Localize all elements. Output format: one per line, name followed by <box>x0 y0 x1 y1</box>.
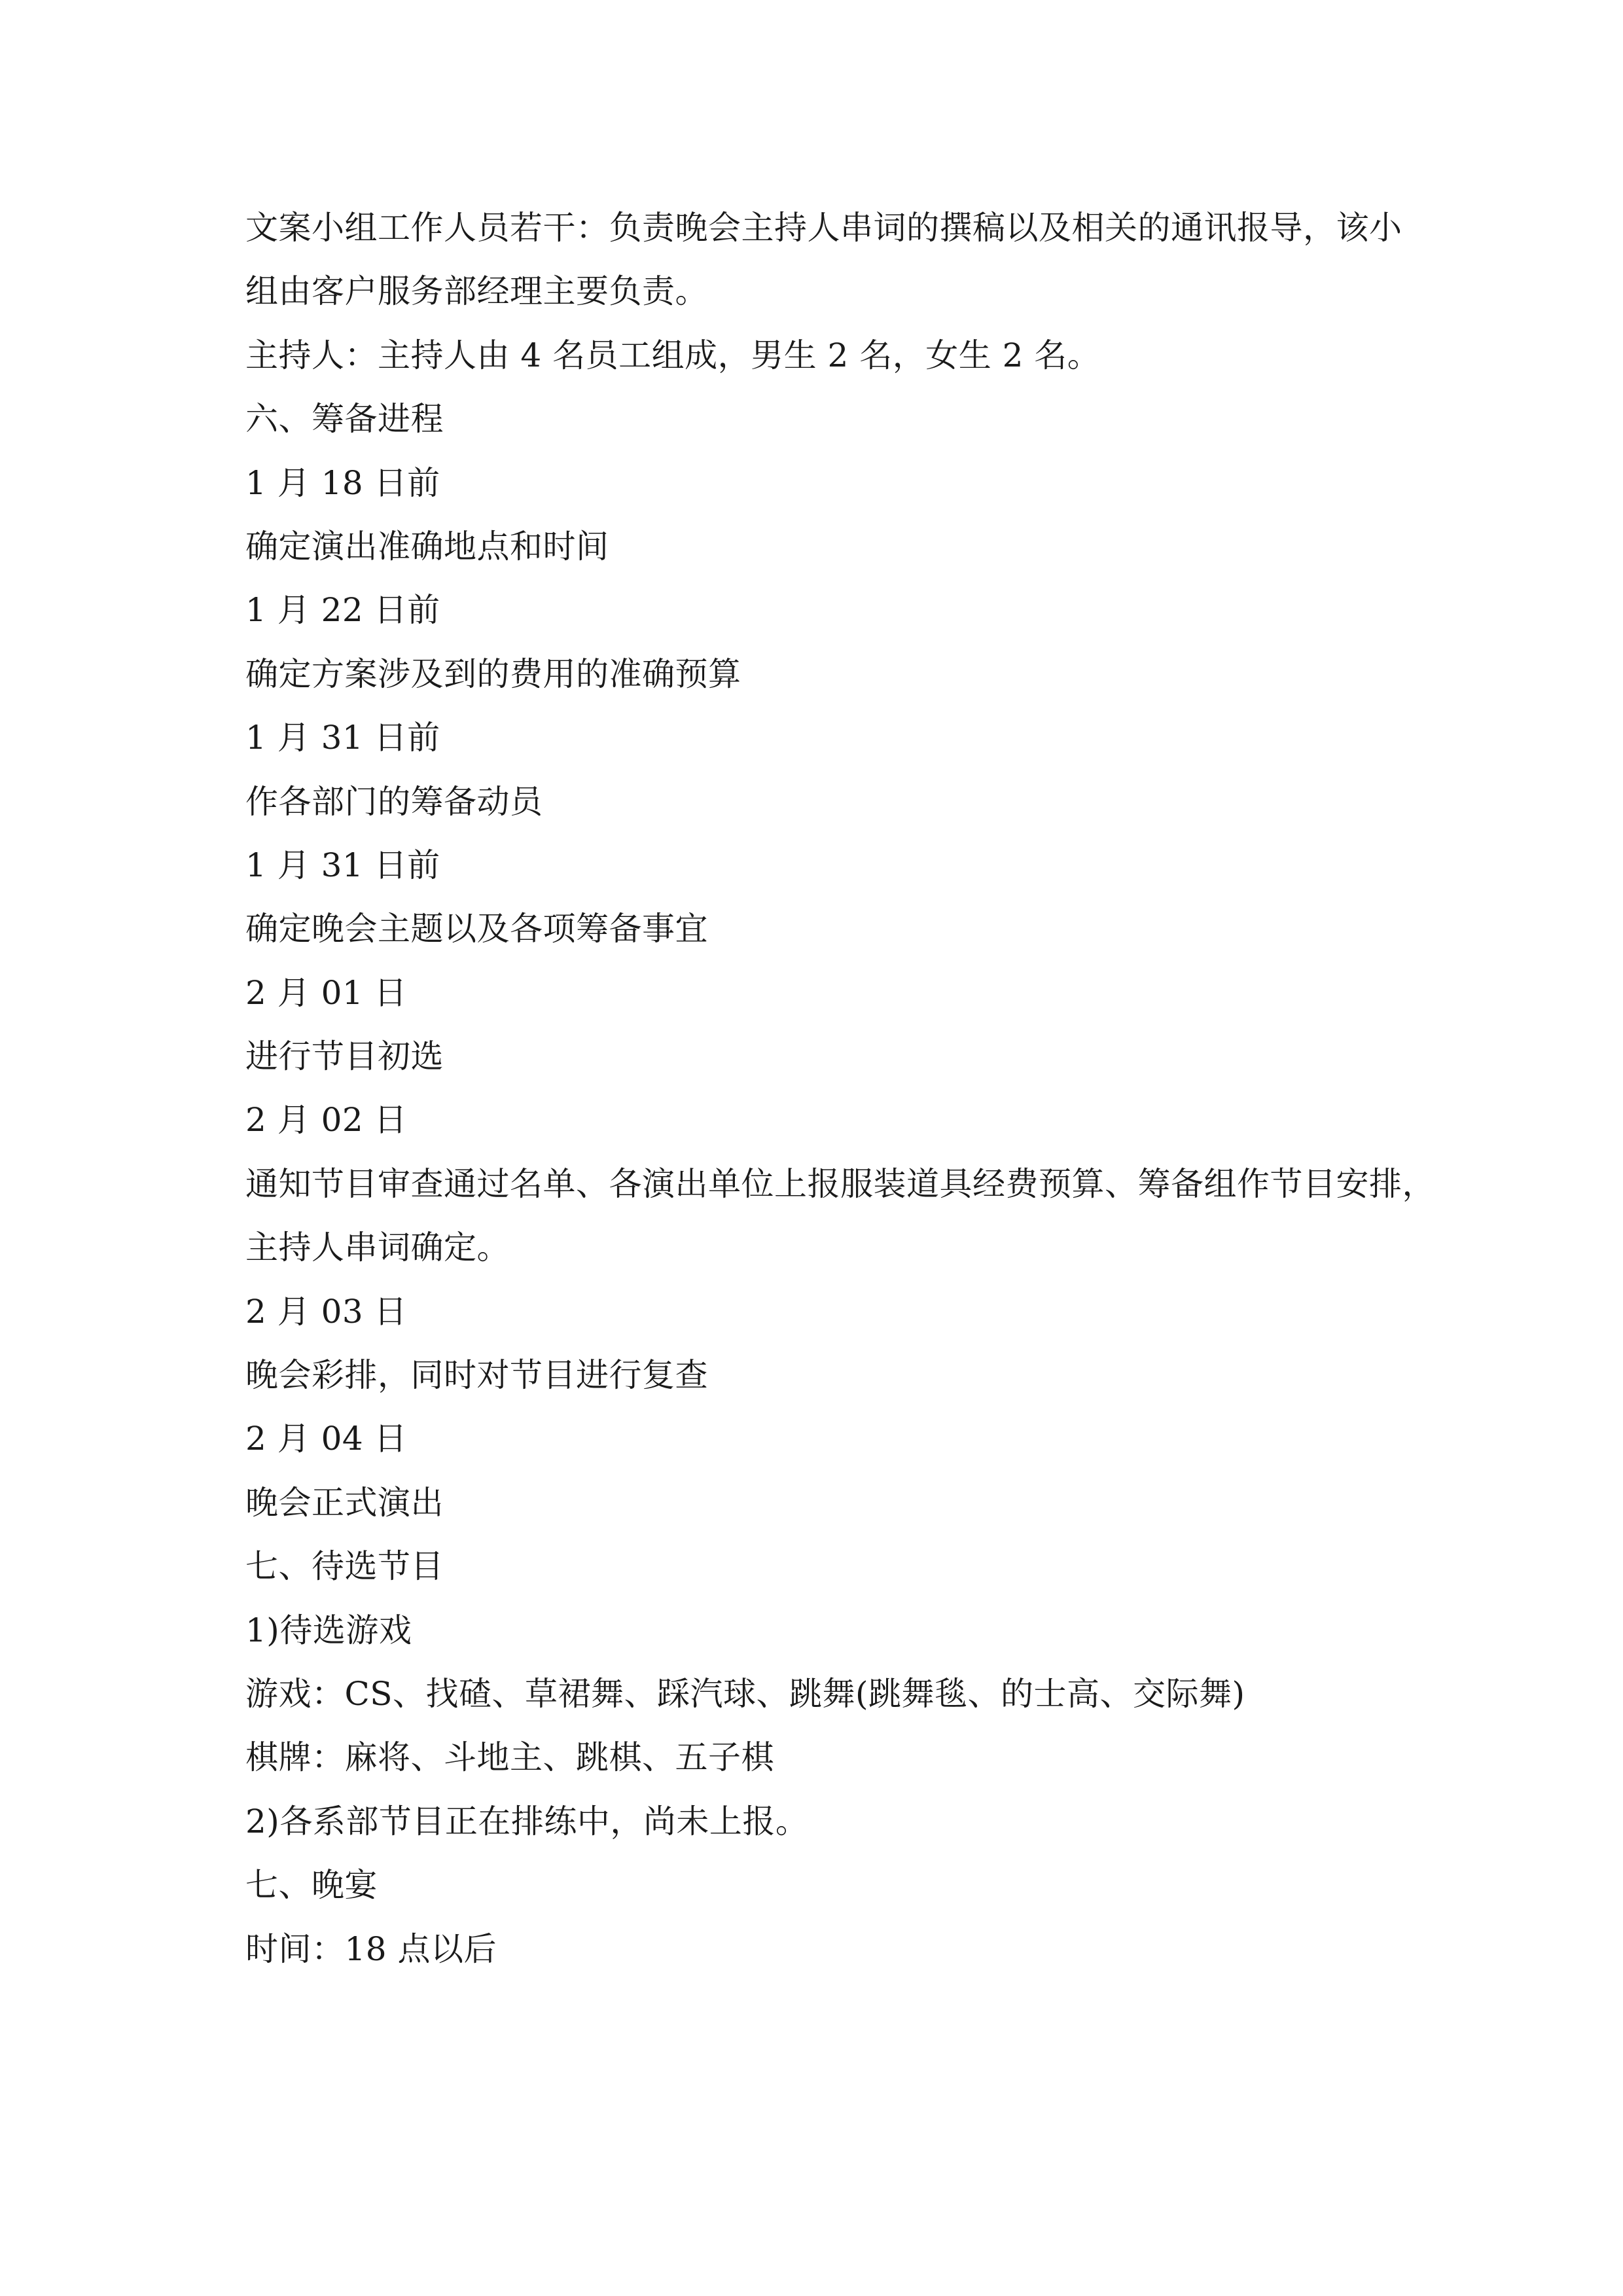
schedule-date: 2 月 03 日 <box>245 1292 408 1331</box>
schedule-task: 晚会正式演出 <box>245 1483 444 1522</box>
schedule-date: 1 月 22 日前 <box>245 591 440 630</box>
section-heading-dinner: 七、晚宴 <box>245 1866 378 1905</box>
list-games: 游戏：CS、找碴、草裙舞、踩汽球、跳舞(跳舞毯、的士高、交际舞) <box>245 1674 1245 1713</box>
schedule-date: 1 月 31 日前 <box>245 719 440 757</box>
schedule-task: 进行节目初选 <box>245 1037 444 1076</box>
subheading-department-programs: 2)各系部节目正在排练中，尚未上报。 <box>245 1802 809 1840</box>
schedule-task: 作各部门的筹备动员 <box>245 782 543 821</box>
schedule-task-cont: 主持人串词确定。 <box>245 1229 510 1267</box>
paragraph-copywriting-team-cont: 组由客户服务部经理主要负责。 <box>245 272 708 311</box>
schedule-date: 2 月 01 日 <box>245 973 408 1012</box>
schedule-task: 晚会彩排，同时对节目进行复查 <box>245 1356 708 1395</box>
document-body <box>245 196 1435 1981</box>
schedule-date: 2 月 04 日 <box>245 1420 408 1458</box>
dinner-time: 时间：18 点以后 <box>245 1929 497 1968</box>
paragraph-hosts: 主持人：主持人由 4 名员工组成，男生 2 名，女生 2 名。 <box>245 336 1101 374</box>
section-heading-candidate-programs: 七、待选节目 <box>245 1547 444 1586</box>
subheading-games: 1)待选游戏 <box>245 1611 412 1649</box>
schedule-task: 确定方案涉及到的费用的准确预算 <box>245 655 741 693</box>
list-board-games: 棋牌：麻将、斗地主、跳棋、五子棋 <box>245 1738 774 1777</box>
schedule-task: 确定晚会主题以及各项筹备事宜 <box>245 910 708 948</box>
schedule-date: 1 月 18 日前 <box>245 463 440 502</box>
schedule-task: 确定演出准确地点和时间 <box>245 527 609 565</box>
schedule-date: 2 月 02 日 <box>245 1101 408 1139</box>
paragraph-copywriting-team: 文案小组工作人员若干：负责晚会主持人串词的撰稿以及相关的通讯报导，该小 <box>245 209 1402 247</box>
section-heading-preparation: 六、筹备进程 <box>245 400 444 439</box>
schedule-date: 1 月 31 日前 <box>245 846 440 884</box>
schedule-task: 通知节目审查通过名单、各演出单位上报服装道具经费预算、筹备组作节目安排， <box>245 1164 1435 1203</box>
